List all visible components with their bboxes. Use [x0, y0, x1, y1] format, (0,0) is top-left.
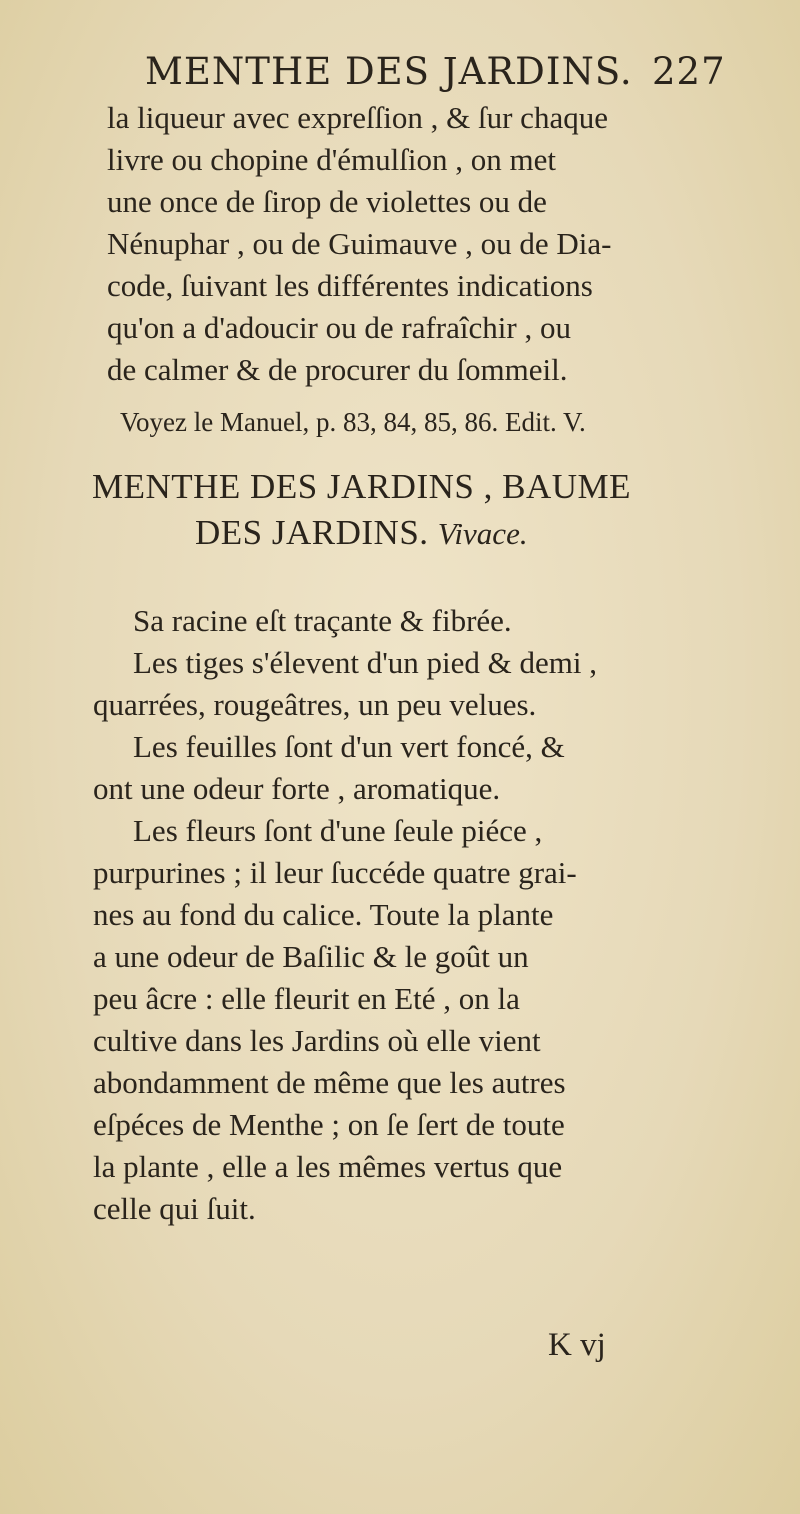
text-line: purpurines ; il leur ſuccéde quatre grai- — [93, 855, 577, 890]
signature-mark: K vj — [548, 1327, 606, 1363]
text-line: Les tiges s'élevent d'un pied & demi , — [133, 645, 598, 680]
text-line: de calmer & de procurer du ſommeil. — [107, 352, 568, 387]
text-line: Les feuilles ſont d'un vert foncé, & — [133, 729, 565, 764]
manual-reference: Voyez le Manuel, p. 83, 84, 85, 86. Edit. V. — [120, 407, 586, 437]
section-heading-text: DES JARDINS. — [195, 513, 429, 552]
text-line: peu âcre : elle fleurit en Eté , on la — [93, 981, 520, 1016]
page-number: 227 — [652, 50, 726, 93]
text-line: eſpéces de Menthe ; on ſe ſert de toute — [93, 1107, 565, 1142]
text-line: a une odeur de Baſilic & le goût un — [93, 939, 529, 974]
running-title: MENTHE DES JARDINS. — [145, 50, 633, 93]
text-line: ont une odeur forte , aromatique. — [93, 771, 501, 806]
section-heading-line2 — [195, 513, 528, 553]
text-line: code, ſuivant les différentes indications — [107, 268, 593, 303]
text-line: Sa racine eſt traçante & fibrée. — [133, 603, 512, 638]
running-head — [145, 50, 745, 100]
text-line: nes au fond du calice. Toute la plante — [93, 897, 554, 932]
text-line: la liqueur avec expreſſion , & ſur chaque — [107, 100, 608, 135]
text-line: abondamment de même que les autres — [93, 1065, 566, 1100]
text-line: la plante , elle a les mêmes vertus que — [93, 1149, 563, 1184]
section-heading-line1: MENTHE DES JARDINS , BAUME — [92, 467, 631, 506]
section-heading-italic: Vivace. — [437, 516, 528, 551]
text-line: qu'on a d'adoucir ou de rafraîchir , ou — [107, 310, 571, 345]
text-line: livre ou chopine d'émulſion , on met — [107, 142, 556, 177]
text-line: Les fleurs ſont d'une ſeule piéce , — [133, 813, 543, 848]
text-line: celle qui ſuit. — [93, 1191, 256, 1226]
text-line: une once de ſirop de violettes ou de — [107, 184, 547, 219]
text-line: cultive dans les Jardins où elle vient — [93, 1023, 541, 1058]
text-line: Nénuphar , ou de Guimauve , ou de Dia- — [107, 226, 612, 261]
text-line: quarrées, rougeâtres, un peu velues. — [93, 687, 537, 722]
